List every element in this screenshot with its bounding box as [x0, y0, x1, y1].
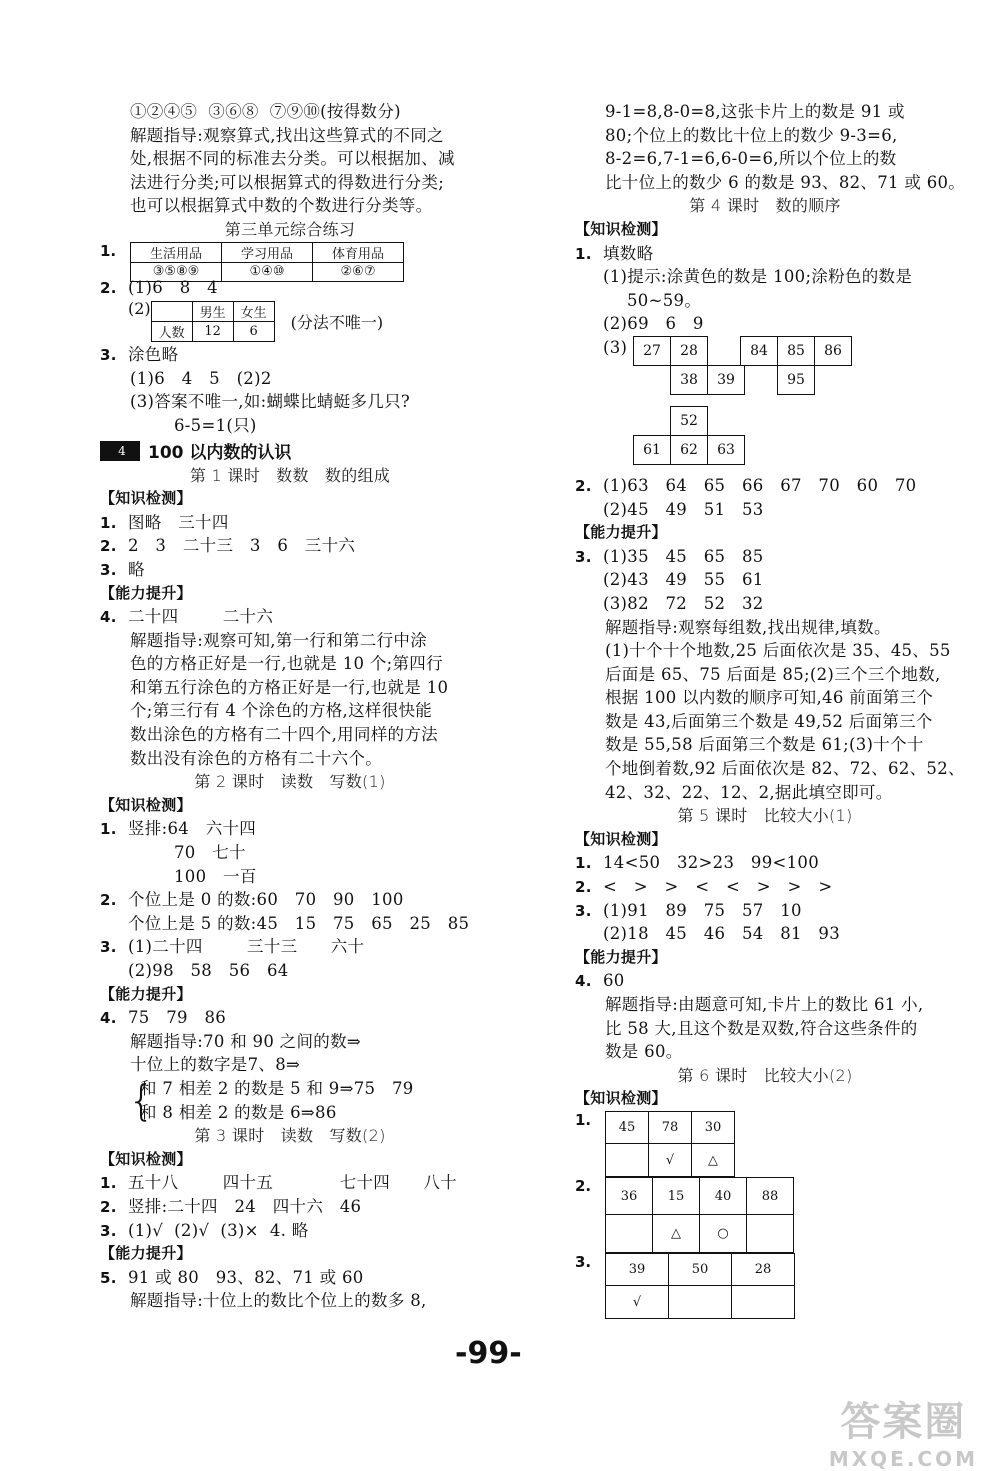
gender-table [151, 301, 275, 342]
grid-a [633, 336, 745, 395]
answer-text: 竖排:二十四 24 四十六 46 [128, 1196, 362, 1216]
q1-row [100, 241, 480, 280]
compare-table-2 [605, 1177, 794, 1253]
table-header: 体育用品 [313, 242, 404, 262]
section-title: 第 3 课时 读数 写数(2) [194, 1126, 386, 1146]
answer-text: 2 3 二十三 3 6 三十六 [128, 536, 356, 556]
subsection-header: 【能力提升】 [575, 947, 667, 966]
grid-cell: 84 [741, 336, 778, 365]
table-cell: 45 [606, 1111, 649, 1144]
text-line: (2)69 6 9 [603, 314, 704, 334]
answer-text: (1)35 45 65 85 [603, 546, 764, 566]
table-cell: ①④⑩ [222, 262, 313, 281]
subsection-header: 【能力提升】 [100, 1244, 192, 1263]
text-line: 4. 75 79 86 [100, 1008, 227, 1028]
subsection-header: 【知识检测】 [575, 219, 667, 238]
answer-text: 75 79 86 [128, 1008, 227, 1028]
q2-table-row [100, 299, 480, 343]
chapter-title: 100 以内数的认识 [148, 443, 292, 464]
text-line: 比 58 大,且这个数是双数,符合这些条件的 [605, 1018, 918, 1038]
text-line: 4. 二十四 二十六 [100, 607, 274, 627]
table-cell: √ [606, 1286, 669, 1319]
grid-cell: 86 [815, 336, 852, 365]
grid-cell: 27 [634, 336, 671, 365]
text-line: 2. 竖排:二十四 24 四十六 46 [100, 1196, 362, 1216]
section-title: 第 1 课时 数数 数的组成 [189, 465, 391, 485]
subsection-header: 【知识检测】 [100, 795, 192, 814]
number-grids [575, 336, 955, 474]
text-line: 个位上是 5 的数:45 15 75 65 25 85 [128, 913, 470, 933]
answer-text: 二十四 二十六 [128, 607, 274, 627]
question-number: 1. [100, 241, 117, 260]
text-line: 个;第三行有 4 个涂色的方格,这样很快能 [130, 701, 433, 721]
question-number: 2. [100, 278, 117, 297]
text-line: (1)十个十个地数,25 后面依次是 35、45、55 [605, 641, 951, 661]
text-line: 4. 60 [575, 971, 625, 991]
left-column [100, 100, 480, 1313]
answer-label: (3) [603, 337, 628, 357]
right-column [575, 100, 966, 1319]
answer-text: < > > < < > > > [603, 877, 833, 897]
text-line: (1)6 4 5 (2)2 [130, 368, 272, 388]
text-line: 解题指导:十位上的数比个位上的数多 8, [130, 1291, 427, 1311]
grid-b [740, 336, 852, 395]
text-line: 50~59。 [627, 290, 702, 310]
subsection-header: 【能力提升】 [100, 583, 192, 602]
answer-text: 涂色略 [128, 345, 179, 365]
text-line: 数出没有涂色的方格有二十六个。 [130, 748, 382, 768]
chapter-heading [100, 438, 480, 464]
text-line: 法进行分类;可以根据算式的得数进行分类; [130, 172, 445, 192]
table-cell: △ [653, 1215, 700, 1253]
table-cell [606, 1215, 653, 1253]
table-cell: 40 [700, 1177, 747, 1215]
section-title: 第 5 课时 比较大小(1) [677, 806, 853, 826]
grid-cell: 95 [778, 365, 815, 394]
table-cell: 28 [732, 1253, 795, 1286]
text-line: (1)提示:涂黄色的数是 100;涂粉色的数是 [603, 267, 913, 287]
table-cell: △ [692, 1144, 735, 1177]
table-cell: 50 [669, 1253, 732, 1286]
answer-text: (1)63 64 65 66 67 70 60 70 [603, 475, 917, 495]
answer-label: (2) [128, 299, 151, 319]
text-line: 80;个位上的数比十位上的数少 9-3=6, [605, 125, 898, 145]
table-header: 男生 [192, 301, 233, 321]
answer-text: 91 或 80 93、82、71 或 60 [128, 1267, 364, 1287]
text-line: 解题指导:观察算式,找出这些算式的不同之 [130, 125, 444, 145]
table-cell [732, 1286, 795, 1319]
text-line: ①②④⑤ ③⑥⑧ ⑦⑨⑩(按得数分) [130, 102, 401, 121]
text-line: (2)18 45 46 54 81 93 [603, 924, 841, 944]
grid-cell: 63 [708, 435, 745, 464]
text-line: 100 一百 [174, 866, 257, 886]
text-line: 2. 个位上是 0 的数:60 70 90 100 [100, 890, 404, 910]
note-text: (分法不唯一) [290, 312, 384, 332]
text-line: 8-2=6,7-1=6,6-0=6,所以个位上的数 [605, 149, 897, 169]
text-line: (2)45 49 51 53 [603, 499, 764, 519]
text-line: 解题指导:观察可知,第一行和第二行中涂 [130, 630, 428, 650]
table-header: 女生 [233, 301, 274, 321]
answer-text: 略 [128, 559, 145, 579]
compare-row-2: 2. 36 15 40 88 △ ○ [575, 1177, 955, 1253]
text-line: 解题指导:由题意可知,卡片上的数比 61 小, [605, 995, 924, 1014]
compare-table-1 [605, 1111, 735, 1177]
text-line: 3. (1)91 89 75 57 10 [575, 900, 802, 920]
text-line: 2. < > > < < > > > [575, 877, 833, 897]
answer-text: 填数略 [603, 243, 654, 263]
text-line: 处,根据不同的标准去分类。可以根据加、减 [130, 149, 455, 169]
compare-row-1: 1. 45 78 30 √ △ [575, 1111, 955, 1177]
subsection-header: 【能力提升】 [575, 523, 667, 542]
watermark-logo [829, 1390, 978, 1471]
text-line: 6-5=1(只) [174, 415, 257, 435]
text-line: (3)82 72 52 32 [603, 593, 764, 613]
watermark-url: MXQE.COM [828, 1447, 978, 1471]
table-cell: 6 [233, 321, 274, 341]
table-cell: 36 [606, 1177, 653, 1215]
brace-icon: { [128, 1075, 155, 1125]
text-line: 个地倒着数,92 后面依次是 82、72、62、52、 [605, 759, 965, 779]
grid-cell: 39 [708, 365, 745, 394]
text-line: 1. 14<50 32>23 99<100 [575, 853, 820, 873]
text-line: 5. 91 或 80 93、82、71 或 60 [100, 1267, 364, 1287]
compare-row-3: 3. 39 50 28 √ [575, 1253, 955, 1319]
grid-c [633, 406, 745, 465]
table-cell: 30 [692, 1111, 735, 1144]
grid-cell: 52 [671, 406, 708, 435]
text-line: 和 8 相差 2 的数是 6⇒86 [140, 1102, 337, 1122]
text-line: 42、32、22、12、2,据此填空即可。 [605, 782, 893, 802]
text-line: 解题指导:70 和 90 之间的数⇒ [130, 1031, 362, 1051]
grid-cell: 62 [671, 435, 708, 464]
text-line: 2. (1)63 64 65 66 67 70 60 70 [575, 475, 917, 495]
table-cell [669, 1286, 732, 1319]
table-cell: 88 [747, 1177, 794, 1215]
table-cell: 15 [653, 1177, 700, 1215]
answer-text: (1)√ (2)√ (3)× 4. 略 [128, 1220, 309, 1240]
text-line: 数出涂色的方格有二十四个,用同样的方法 [130, 725, 438, 745]
text-line: 3. (1)√ (2)√ (3)× 4. 略 [100, 1220, 309, 1240]
table-row-label: 人数 [151, 321, 192, 341]
grid-cell: 28 [671, 336, 708, 365]
text-line: 数是 55,58 后面第三个数是 61;(3)十个十 [605, 735, 924, 755]
text-line: 数是 60。 [605, 1042, 683, 1062]
subsection-header: 【知识检测】 [575, 829, 667, 848]
chapter-badge: 4 [100, 441, 140, 461]
page-number: -99- [455, 1336, 522, 1371]
answer-text: 60 [603, 971, 625, 991]
subsection-header: 【知识检测】 [100, 1149, 192, 1168]
answer-text: 五十八 四十五 七十四 八十 [128, 1173, 457, 1193]
text-line: 和 7 相差 2 的数是 5 和 9⇒75 79 [140, 1078, 414, 1098]
answer-text: (1)二十四 三十三 六十 [128, 937, 365, 957]
text-line: 1. 五十八 四十五 七十四 八十 [100, 1173, 457, 1193]
text-line: 1. 填数略 [575, 243, 654, 263]
grid-cell: 85 [778, 336, 815, 365]
subsection-header: 【知识检测】 [100, 489, 192, 508]
answer-text: 14<50 32>23 99<100 [603, 853, 820, 873]
table-cell: ○ [700, 1215, 747, 1253]
answer-text: 竖排:64 六十四 [128, 819, 257, 839]
table-cell: √ [649, 1144, 692, 1177]
grid-cell: 61 [634, 435, 671, 464]
question-number: 3. [100, 346, 117, 365]
table-header: 生活用品 [131, 242, 222, 262]
text-line: 十位上的数字是7、8⇒ [130, 1055, 301, 1075]
text-line: 9-1=8,8-0=8,这张卡片上的数是 91 或 [605, 102, 905, 121]
text-line: 3. (1)35 45 65 85 [575, 546, 764, 566]
section-title: 第 6 课时 比较大小(2) [677, 1065, 853, 1085]
text-line: 数是 43,后面第三个数是 49,52 后面第三个 [605, 711, 933, 731]
subsection-header: 【能力提升】 [100, 984, 192, 1003]
text-line: (2)98 58 56 64 [128, 961, 289, 980]
compare-table-3 [605, 1253, 795, 1319]
table-cell: 12 [192, 321, 233, 341]
table-cell [747, 1215, 794, 1253]
table-cell [606, 1144, 649, 1177]
table-header: 学习用品 [222, 242, 313, 262]
brace-group [100, 1077, 480, 1124]
table-cell: 39 [606, 1253, 669, 1286]
table-header [151, 301, 192, 321]
text-line [100, 343, 480, 367]
text-line: 3. 略 [100, 559, 145, 579]
text-line: 1. 图略 三十四 [100, 512, 229, 532]
text-line: (3)答案不唯一,如:蝴蝶比蜻蜓多几只? [130, 392, 411, 412]
text-line: 比十位上的数少 6 的数是 93、82、71 或 60。 [605, 172, 966, 192]
text-line: 也可以根据算式中数的个数进行分类等。 [130, 196, 433, 216]
answer-text: (1)91 89 75 57 10 [603, 900, 802, 920]
answer-text: 个位上是 0 的数:60 70 90 100 [128, 890, 404, 910]
section-title: 第 2 课时 读数 写数(1) [194, 772, 386, 792]
text-line: 2. 2 3 二十三 3 6 三十六 [100, 536, 356, 556]
text-line: (2)43 49 55 61 [603, 570, 764, 590]
subsection-header: 【知识检测】 [575, 1089, 667, 1108]
text-line: 后面是 65、75 后面是 85;(2)三个三个地数, [605, 664, 941, 684]
text-line: 根据 100 以内数的顺序可知,46 前面第三个 [605, 688, 934, 708]
text-line: 解题指导:观察每组数,找出规律,填数。 [605, 617, 891, 637]
text-line: 70 七十 [174, 843, 246, 863]
text-line: 1. 竖排:64 六十四 [100, 819, 257, 839]
text-line: 和第五行涂色的方格正好是一行,也就是 10 [130, 677, 449, 697]
grid-cell: 38 [671, 365, 708, 394]
text-line: 3. (1)二十四 三十三 六十 [100, 937, 365, 957]
table-cell: 78 [649, 1111, 692, 1144]
watermark-text: 答案圈 [840, 1399, 967, 1445]
answer-text: (1)6 8 4 [128, 277, 218, 297]
section-title: 第三单元综合练习 [224, 219, 356, 239]
table-cell: ②⑥⑦ [313, 262, 404, 281]
answer-text: 图略 三十四 [128, 512, 229, 532]
table-cell: ③⑤⑧⑨ [131, 262, 222, 281]
text-line: 色的方格正好是一行,也就是 10 个;第四行 [130, 654, 443, 674]
section-title: 第 4 课时 数的顺序 [689, 196, 841, 216]
